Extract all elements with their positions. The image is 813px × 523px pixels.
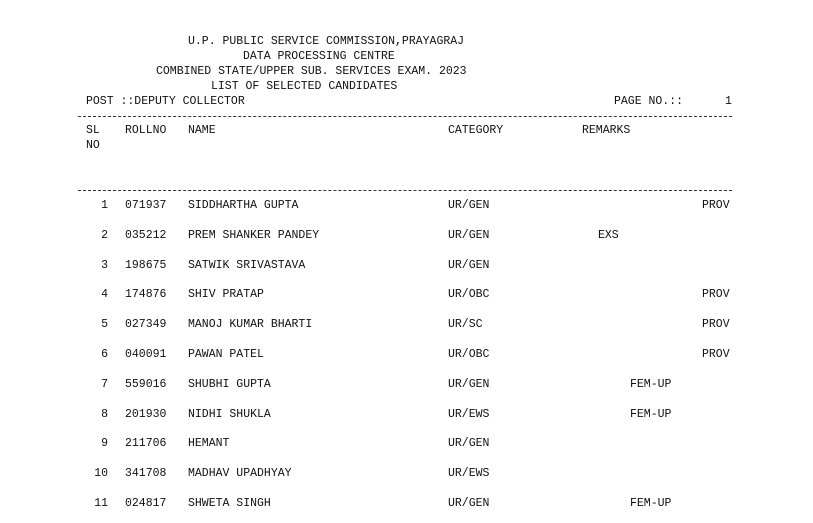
category: UR/OBC — [448, 348, 490, 361]
remark-fem: FEM-UP — [630, 408, 672, 421]
category: UR/EWS — [448, 408, 490, 421]
roll-number: 559016 — [125, 378, 167, 391]
remark-fem: FEM-UP — [630, 497, 672, 510]
roll-number: 035212 — [125, 229, 167, 242]
remark-fem: FEM-UP — [630, 378, 672, 391]
remark-prov: PROV — [702, 318, 730, 331]
roll-number: 198675 — [125, 259, 167, 272]
roll-number: 174876 — [125, 288, 167, 301]
column-header-no: NO — [86, 139, 100, 152]
commission-title: U.P. PUBLIC SERVICE COMMISSION,PRAYAGRAJ — [188, 35, 465, 48]
serial-number: 10 — [94, 467, 108, 480]
candidate-name: PAWAN PATEL — [188, 348, 264, 361]
category: UR/SC — [448, 318, 483, 331]
serial-number: 4 — [101, 288, 108, 301]
category: UR/GEN — [448, 259, 490, 272]
serial-number: 5 — [101, 318, 108, 331]
candidate-name: SATWIK SRIVASTAVA — [188, 259, 306, 272]
category: UR/GEN — [448, 378, 490, 391]
exam-title: COMBINED STATE/UPPER SUB. SERVICES EXAM. 2023 — [156, 65, 467, 78]
candidate-name: HEMANT — [188, 437, 230, 450]
roll-number: 201930 — [125, 408, 167, 421]
roll-number: 211706 — [125, 437, 167, 450]
category: UR/GEN — [448, 229, 490, 242]
roll-number: 024817 — [125, 497, 167, 510]
table-row — [0, 229, 813, 243]
candidate-name: SHIV PRATAP — [188, 288, 264, 301]
serial-number: 9 — [101, 437, 108, 450]
column-header-rollno: ROLLNO — [125, 124, 167, 137]
table-row — [0, 497, 813, 511]
roll-number: 027349 — [125, 318, 167, 331]
serial-number: 1 — [101, 199, 108, 212]
candidate-name: MADHAV UPADHYAY — [188, 467, 292, 480]
table-row — [0, 378, 813, 392]
category: UR/GEN — [448, 497, 490, 510]
column-header-category: CATEGORY — [448, 124, 504, 137]
header-divider-bottom — [78, 190, 732, 191]
table-row — [0, 318, 813, 332]
list-title: LIST OF SELECTED CANDIDATES — [211, 80, 398, 93]
serial-number: 11 — [94, 497, 108, 510]
candidate-name: SHWETA SINGH — [188, 497, 271, 510]
table-row — [0, 199, 813, 213]
remark-prov: PROV — [702, 288, 730, 301]
category: UR/OBC — [448, 288, 490, 301]
serial-number: 8 — [101, 408, 108, 421]
table-row — [0, 408, 813, 422]
roll-number: 341708 — [125, 467, 167, 480]
header-divider-top — [78, 116, 732, 117]
candidate-name: PREM SHANKER PANDEY — [188, 229, 320, 242]
remark-prov: PROV — [702, 199, 730, 212]
page-number: 1 — [725, 95, 732, 108]
post-label: POST ::DEPUTY COLLECTOR — [86, 95, 245, 108]
roll-number: 040091 — [125, 348, 167, 361]
table-row — [0, 467, 813, 481]
page-label: PAGE NO.:: — [614, 95, 684, 108]
candidate-name: SHUBHI GUPTA — [188, 378, 271, 391]
category: UR/EWS — [448, 467, 490, 480]
table-row — [0, 288, 813, 302]
serial-number: 3 — [101, 259, 108, 272]
candidate-name: MANOJ KUMAR BHARTI — [188, 318, 313, 331]
roll-number: 071937 — [125, 199, 167, 212]
column-header-name: NAME — [188, 124, 216, 137]
column-header-sl: SL — [86, 124, 100, 137]
remark-prov: PROV — [702, 348, 730, 361]
column-header-remarks: REMARKS — [582, 124, 631, 137]
table-row — [0, 437, 813, 451]
candidate-name: NIDHI SHUKLA — [188, 408, 271, 421]
category: UR/GEN — [448, 437, 490, 450]
serial-number: 2 — [101, 229, 108, 242]
table-row — [0, 259, 813, 273]
category: UR/GEN — [448, 199, 490, 212]
candidate-name: SIDDHARTHA GUPTA — [188, 199, 299, 212]
table-row — [0, 348, 813, 362]
department-title: DATA PROCESSING CENTRE — [243, 50, 395, 63]
serial-number: 7 — [101, 378, 108, 391]
remark-exs: EXS — [598, 229, 619, 242]
serial-number: 6 — [101, 348, 108, 361]
